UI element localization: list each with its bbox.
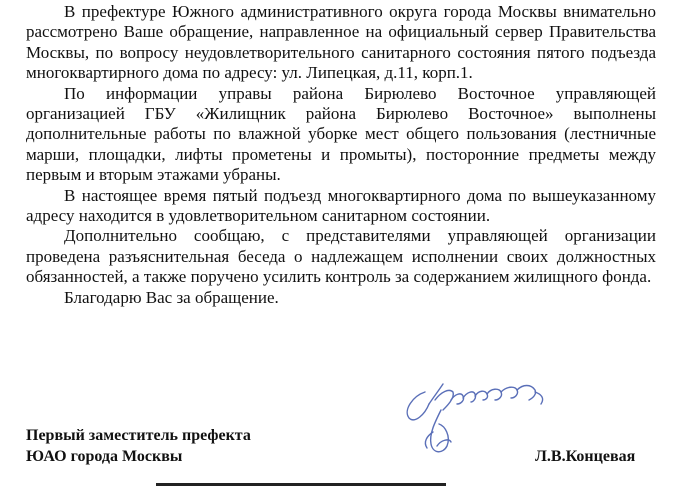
- signer-title-line-2: ЮАО города Москвы: [26, 447, 183, 465]
- signer-title-line-1: Первый заместитель префекта: [26, 427, 251, 444]
- signer-position: [26, 426, 251, 467]
- paragraph-current-state: В настоящее время пятый подъезд многоквартирного дома по вышеуказанному адресу находится в удовлетворительном санитарном состоянии.: [26, 185, 656, 226]
- letter-body: [26, 2, 656, 308]
- paragraph-request-review: В префектуре Южного административного округа города Москвы внимательно рассмотрено Ваше обращение, направленное на официальный сервер Правительства Москвы, по вопросу неудовлетворительного санитарного состояния пятого подъезда многоквартирного дома по адресу: ул. Липецкая, д.11, корп.1.: [26, 2, 656, 83]
- paragraph-thanks: Благодарю Вас за обращение.: [64, 287, 279, 307]
- signer-name: Л.В.Концевая: [535, 448, 636, 465]
- paragraph-additional-measures: Дополнительно сообщаю, с представителями управляющей организации проведена разъяснительная беседа о надлежащем исполнении своих должностных обязанностей, а также поручено усилить контроль за содержанием жилищного фонда.: [26, 226, 656, 287]
- paragraph-works-done: По информации управы района Бирюлево Восточное управляющей организацией ГБУ «Жилищник района Бирюлево Восточное» выполнены дополнительные работы по влажной уборке мест общего пользования (лестничные марши, площадки, лифты прометены и промыты), посторонние предметы между первым и вторым этажами убраны.: [26, 83, 656, 185]
